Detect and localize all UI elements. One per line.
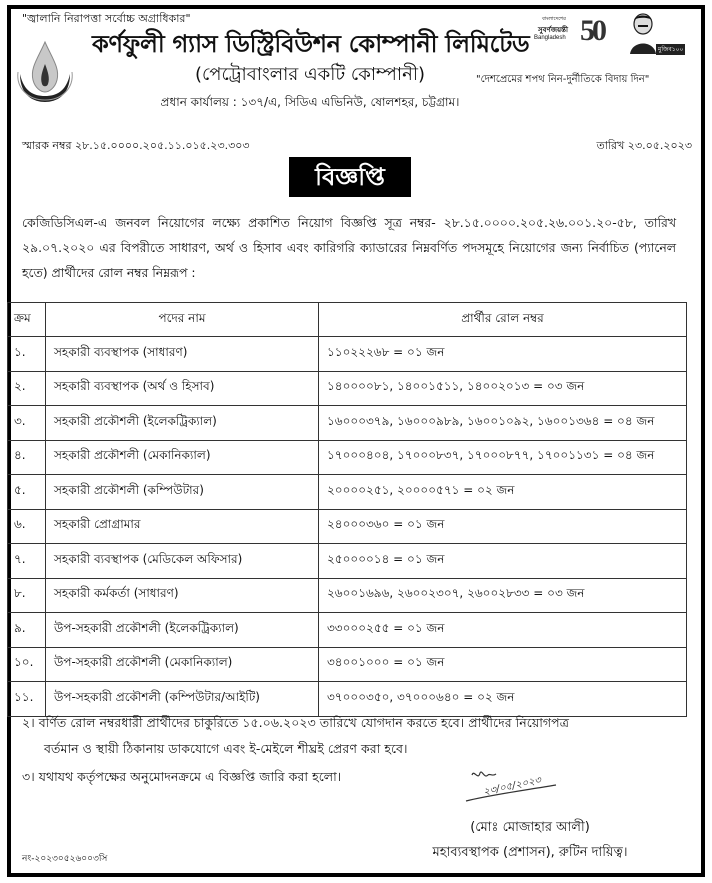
row-rolls: ২০০০০২৫১, ২০০০০৫৭১ = ০২ জন (319, 475, 687, 510)
table-row (8, 544, 687, 579)
head-office-address: প্রধান কার্যালয় : ১৩৭/এ, সিডিএ এভিনিউ, ষোলশহর, চট্টগ্রাম। (160, 95, 460, 109)
row-rolls: ২৬০০১৬৯৬, ২৬০০২৩০৭, ২৬০০২৮৩৩ = ০৩ জন (319, 578, 687, 613)
row-serial: ৮. (8, 578, 46, 613)
joining-instruction-paragraph (22, 710, 682, 762)
portrait-icon (628, 12, 658, 54)
emblem-country-text: Bangladesh (534, 35, 566, 41)
handwritten-signature (460, 765, 570, 813)
signer-designation: মহাব্যবস্থাপক (প্রশাসন), রুটিন দায়িত্ব। (432, 845, 628, 860)
table-row (8, 371, 687, 406)
table-row (8, 337, 687, 372)
intro-paragraph: কেজিডিসিএল-এ জনবল নিয়োগের লক্ষ্যে প্রকাশিত নিয়োগ বিজ্ঞপ্তি সূত্র নম্বর- ২৮.১৫.০০০০.২০৫.২৬.০০১.২০-৫৮, তারিখ ২৯.০৭.২০২০ এর বিপরীতে সাধারণ, অর্থ ও হিসাব এবং কারিগরি ক্যাডারের নিম্নবর্ণিত পদসমূহে নিয়োগের জন্য নির্বাচিত (প্যানেল হতে) প্রার্থীদের রোল নম্বর নিম্নরূপ : (22, 215, 676, 280)
row-serial: ৬. (8, 509, 46, 544)
energy-security-slogan: "জ্বালানি নিরাপত্তা সর্বোচ্চ অগ্রাধিকার" (22, 12, 191, 25)
table-row (8, 647, 687, 682)
row-post: উপ-সহকারী প্রকৌশলী (মেকানিক্যাল) (46, 647, 319, 682)
mujib-100-badge: মুজিব১০০ (658, 46, 684, 53)
table-row (8, 509, 687, 544)
company-name: কর্ণফুলী গ্যাস ডিস্ট্রিবিউশন কোম্পানী লিমিটেড (92, 30, 530, 58)
table-row (8, 613, 687, 648)
table-header-row (8, 303, 687, 337)
row-rolls: ৩৪০০১০০০ = ০১ জন (319, 647, 687, 682)
row-rolls: ৩৭০০০৩৫০, ৩৭০০০৬৪০ = ০২ জন (319, 682, 687, 717)
table-row (8, 440, 687, 475)
joining-line-1: ২। বর্ণিত রোল নম্বরধারী প্রার্থীদের চাকুরিতে ১৫.০৬.২০২৩ তারিখে যোগদান করতে হবে। প্রার্থীদের নিয়োগপত্র (22, 715, 569, 730)
memo-date: তারিখ ২৩.০৫.২০২৩ (596, 139, 692, 152)
row-serial: ৭. (8, 544, 46, 579)
selected-candidates-table (7, 302, 687, 717)
row-rolls: ১৬০০০৩৭৯, ১৬০০০৯৮৯, ১৬০০১০৯২, ১৬০০১৩৬৪ = ০৪ জন (319, 406, 687, 441)
row-post: উপ-সহকারী প্রকৌশলী (কম্পিউটার/আইটি) (46, 682, 319, 717)
row-post: সহকারী ব্যবস্থাপক (মেডিকেল অফিসার) (46, 544, 319, 579)
table-row (8, 578, 687, 613)
row-serial: ৫. (8, 475, 46, 510)
row-post: উপ-সহকারী প্রকৌশলী (ইলেকট্রিক্যাল) (46, 613, 319, 648)
header-serial: ক্রম (8, 303, 46, 337)
joining-line-2: বর্তমান ও স্থায়ী ঠিকানায় ডাকযোগে এবং ই-মেইলে শীঘ্রই প্রেরণ করা হবে। (44, 741, 408, 756)
signature-date: ২৩/০৫/২০২৩ (482, 774, 543, 798)
kgdcl-flame-logo (14, 38, 76, 104)
row-serial: ২. (8, 371, 46, 406)
row-serial: ১০. (8, 647, 46, 682)
header-post-name: পদের নাম (46, 303, 319, 337)
golden-jubilee-emblem (530, 10, 688, 62)
emblem-number: 50 (580, 14, 604, 47)
table-row (8, 406, 687, 441)
reference-code: নং-২০২৩০৫২৬০০৩সি (22, 854, 108, 864)
row-rolls: ২৪০০০৩৬০ = ০১ জন (319, 509, 687, 544)
row-rolls: ১৪০০০০৮১, ১৪০০১৫১১, ১৪০০২০১৩ = ০৩ জন (319, 371, 687, 406)
row-post: সহকারী ব্যবস্থাপক (অর্থ ও হিসাব) (46, 371, 319, 406)
row-rolls: ২৫০০০০১৪ = ০১ জন (319, 544, 687, 579)
row-serial: ৪. (8, 440, 46, 475)
row-post: সহকারী কর্মকর্তা (সাধারণ) (46, 578, 319, 613)
company-subtitle: (পেট্রোবাংলার একটি কোম্পানী) (194, 64, 426, 85)
row-serial: ৩. (8, 406, 46, 441)
memo-number: স্মারক নম্বর ২৮.১৫.০০০০.২০৫.১১.০১৫.২৩.৩০৩ (22, 139, 250, 152)
row-post: সহকারী ব্যবস্থাপক (সাধারণ) (46, 337, 319, 372)
row-post: সহকারী প্রকৌশলী (ইলেকট্রিক্যাল) (46, 406, 319, 441)
emblem-top-text: বাংলাদেশের (542, 16, 566, 22)
row-post: সহকারী প্রোগ্রামার (46, 509, 319, 544)
row-post: সহকারী প্রকৌশলী (মেকানিক্যাল) (46, 440, 319, 475)
approval-paragraph: ৩। যথাযথ কর্তৃপক্ষের অনুমোদনক্রমে এ বিজ্ঞপ্তি জারি করা হলো। (22, 769, 342, 784)
table-row (8, 475, 687, 510)
emblem-jubilee-text: সুবর্ণজয়ন্তী (538, 26, 568, 34)
row-serial: ১১. (8, 682, 46, 717)
signer-name: (মোঃ মোজাহার আলী) (470, 820, 590, 835)
anti-corruption-slogan: "দেশপ্রেমের শপথ নিন-দুর্নীতিকে বিদায় দিন" (476, 74, 650, 85)
header-roll-numbers: প্রার্থীর রোল নম্বর (319, 303, 687, 337)
row-rolls: ১১০২২২৬৮ = ০১ জন (319, 337, 687, 372)
notice-title: বিজ্ঞপ্তি (289, 157, 411, 197)
row-serial: ৯. (8, 613, 46, 648)
row-rolls: ৩৩০০০২৫৫ = ০১ জন (319, 613, 687, 648)
row-rolls: ১৭০০০৪০৪, ১৭০০০৮৩৭, ১৭০০০৮৭৭, ১৭০০১১৩১ = ০৪ জন (319, 440, 687, 475)
row-post: সহকারী প্রকৌশলী (কম্পিউটার) (46, 475, 319, 510)
row-serial: ১. (8, 337, 46, 372)
